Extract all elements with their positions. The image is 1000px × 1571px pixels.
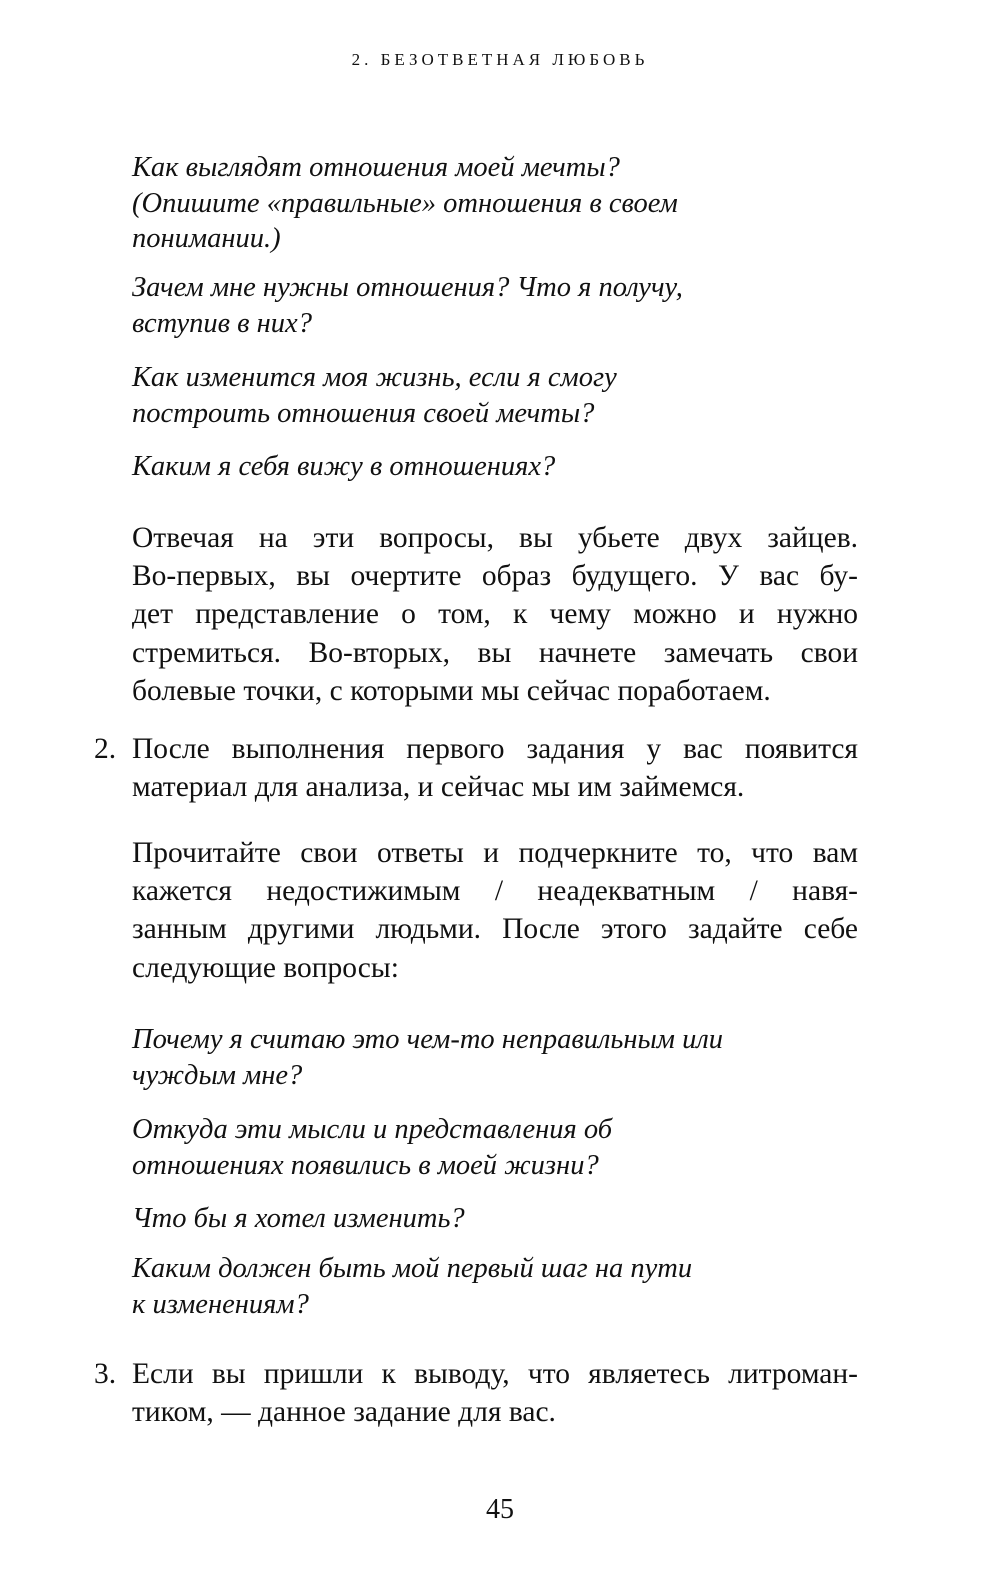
question-block [132, 449, 858, 485]
text-line: дет представление о том, к чему можно и нужно [132, 598, 858, 631]
text-line: Отвечая на эти вопросы, вы убьете двух зайцев. [132, 522, 858, 554]
numbered-item [94, 1355, 858, 1431]
question-block [132, 1251, 858, 1322]
text-line: следующие вопросы: [132, 951, 399, 984]
text-line: Каким должен быть мой первый шаг на пути [132, 1253, 693, 1284]
item-number: 2. [94, 733, 117, 765]
question-block [132, 360, 858, 431]
text-line: понимании.) [132, 223, 281, 254]
text-line: стремиться. Во-вторых, вы начнете замечать свои [132, 636, 858, 669]
text-line: Почему я считаю это чем-то неправильным или [132, 1024, 724, 1055]
text-line: построить отношения своей мечты? [132, 397, 595, 429]
text-line: занным другими людьми. После этого задайте себе [132, 913, 858, 946]
question-block [132, 1201, 858, 1237]
page-number: 45 [486, 1494, 514, 1525]
text-line: материал для анализа, и сейчас мы им займемся. [132, 771, 745, 804]
text-line: тиком, — данное задание для вас. [132, 1396, 556, 1429]
numbered-item [94, 730, 858, 806]
text-line: болевые точки, с которыми мы сейчас поработаем. [132, 674, 771, 707]
text-line: вступив в них? [132, 307, 312, 339]
text-line: Каким я себя вижу в отношениях? [132, 451, 556, 482]
question-block [132, 150, 858, 257]
text-line: Во-первых, вы очертите образ будущего. У вас бу- [132, 560, 858, 593]
text-line: Что бы я хотел изменить? [132, 1203, 465, 1234]
paragraph [132, 519, 858, 710]
text-line: Как изменится моя жизнь, если я смогу [132, 362, 617, 393]
text-line: Как выглядят отношения моей мечты? [132, 152, 620, 183]
running-header: 2. БЕЗОТВЕТНАЯ ЛЮБОВЬ [351, 50, 649, 69]
text-line: Откуда эти мысли и представления об [132, 1114, 613, 1145]
text-line: Зачем мне нужны отношения? Что я получу, [132, 272, 683, 303]
text-line: к изменениям? [132, 1288, 309, 1320]
text-line: После выполнения первого задания у вас появится [132, 733, 858, 765]
paragraph [132, 834, 858, 987]
text-line: Прочитайте свои ответы и подчеркните то, что вам [132, 837, 858, 869]
text-line: Если вы пришли к выводу, что являетесь литроман- [132, 1358, 858, 1390]
text-line: чуждым мне? [132, 1059, 303, 1091]
question-block [132, 1112, 858, 1183]
question-block [132, 1022, 858, 1093]
question-block [132, 270, 858, 341]
item-number: 3. [94, 1358, 117, 1390]
text-line: (Опишите «правильные» отношения в своем [132, 187, 678, 219]
text-line: отношениях появились в моей жизни? [132, 1149, 599, 1181]
text-line: кажется недостижимым / неадекватным / навя- [132, 875, 858, 908]
